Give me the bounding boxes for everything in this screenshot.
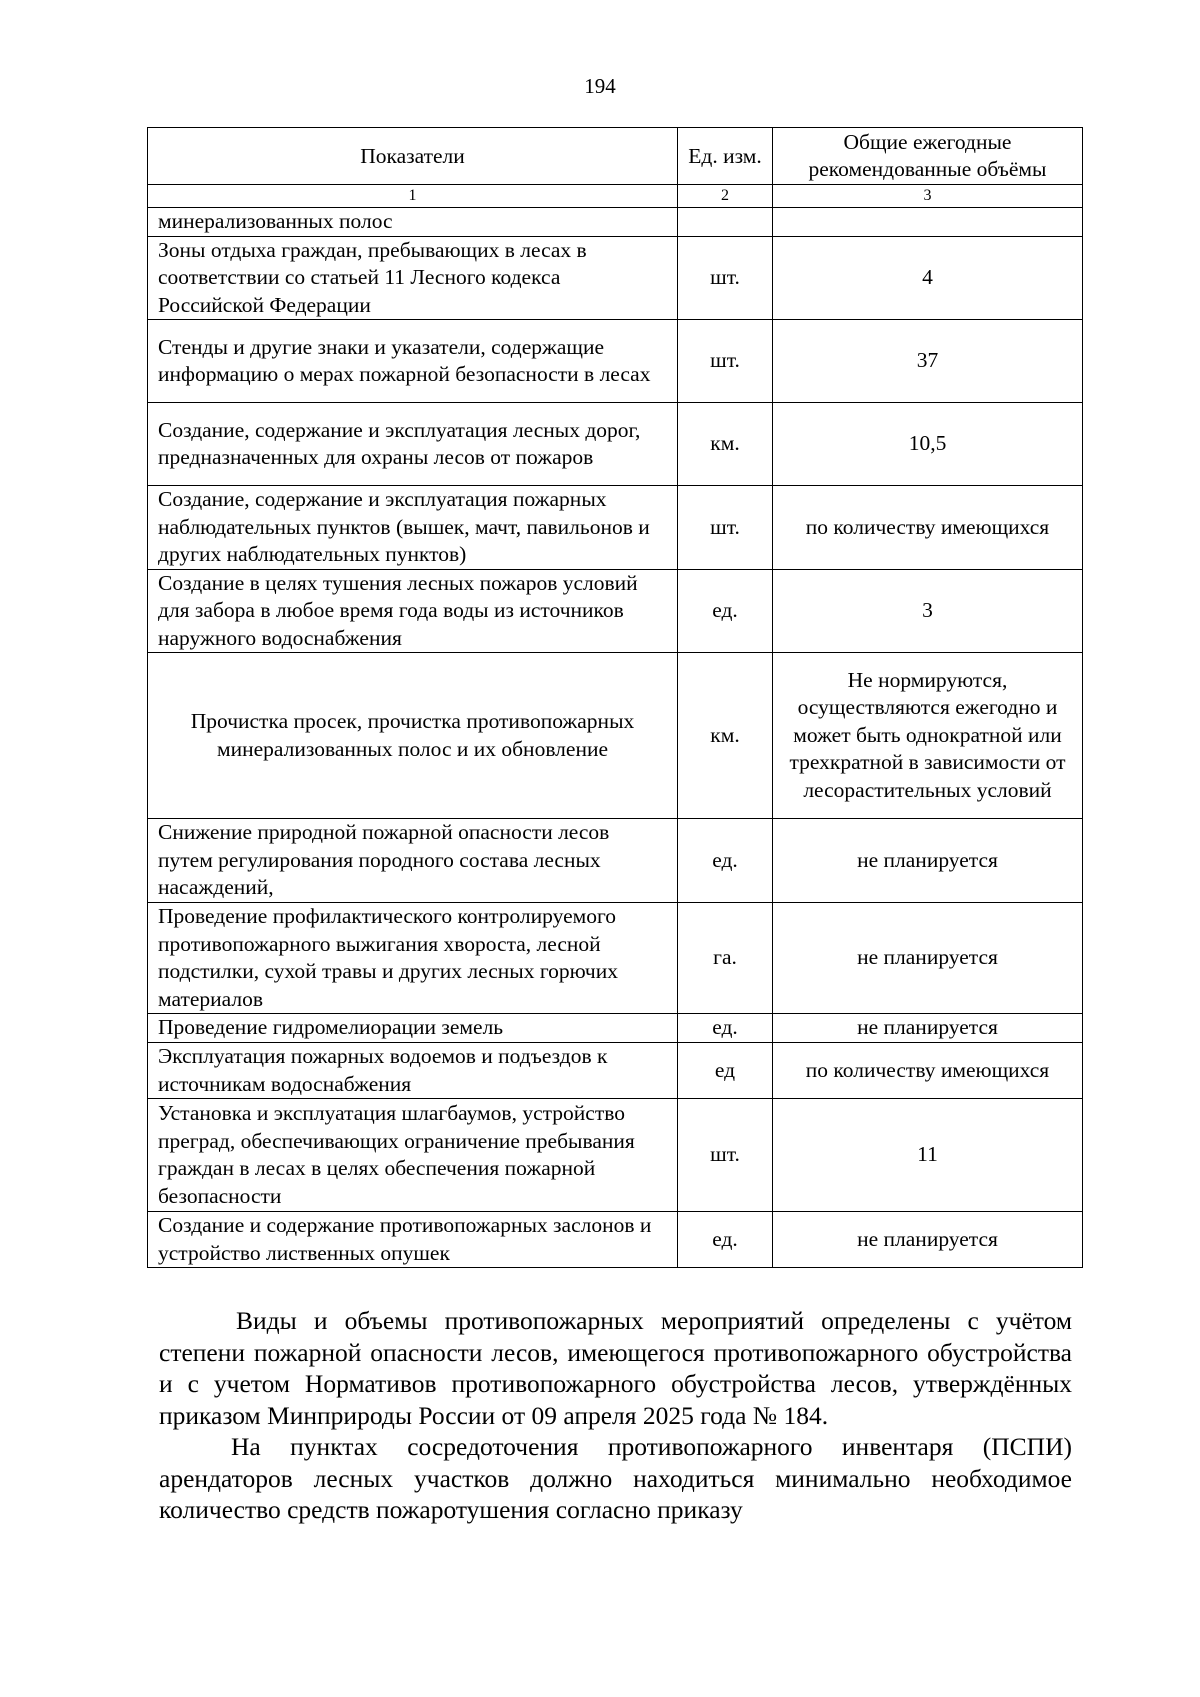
row-unit: шт. (678, 1099, 773, 1212)
table-row (148, 903, 1083, 1014)
row-volume: 3 (773, 569, 1083, 653)
row-unit: ед. (678, 819, 773, 903)
table-row (148, 320, 1083, 403)
table-row (148, 1212, 1083, 1268)
row-unit: шт. (678, 320, 773, 403)
row-volume: Не нормируются, осуществляются ежегодно и может быть однократной или трехкратной в зависимости от лесорастительных условий (773, 653, 1083, 819)
row-unit: ед. (678, 1212, 773, 1268)
row-unit: ед. (678, 569, 773, 653)
column-number: 3 (773, 185, 1083, 208)
table-row (148, 1014, 1083, 1043)
row-indicator: минерализованных полос (148, 208, 678, 237)
table-row (148, 236, 1083, 320)
paragraph: Виды и объемы противопожарных мероприятий определены с учётом степени пожарной опасности лесов, имеющегося противопожарного обустройства и с учетом Нормативов противопожарного обустройства лесов, утверждённых приказом Минприроды России от 09 апреля 2025 года № 184. (159, 1306, 1072, 1430)
row-volume: 4 (773, 236, 1083, 320)
row-volume (773, 208, 1083, 237)
fire-measures-table (147, 127, 1083, 1268)
page-number: 194 (584, 74, 616, 98)
row-indicator: Стенды и другие знаки и указатели, содержащие информацию о мерах пожарной безопасности в лесах (148, 320, 678, 403)
row-unit: ед (678, 1043, 773, 1099)
header-indicators: Показатели (148, 128, 678, 185)
row-unit: км. (678, 403, 773, 486)
row-unit: га. (678, 903, 773, 1014)
table-row (148, 208, 1083, 237)
row-unit (678, 208, 773, 237)
row-indicator: Создание, содержание и эксплуатация пожарных наблюдательных пунктов (вышек, мачт, павильонов и других наблюдательных пунктов) (148, 486, 678, 570)
row-unit: шт. (678, 486, 773, 570)
table-row (148, 819, 1083, 903)
row-unit: км. (678, 653, 773, 819)
table-row (148, 653, 1083, 819)
row-volume: по количеству имеющихся (773, 1043, 1083, 1099)
header-volumes: Общие ежегодные рекомендованные объёмы (773, 128, 1083, 185)
table-row (148, 1043, 1083, 1099)
table-row (148, 569, 1083, 653)
paragraph: На пунктах сосредоточения противопожарного инвентаря (ПСПИ) арендаторов лесных участков должно находиться минимально необходимое количество средств пожаротушения согласно приказу (159, 1432, 1072, 1524)
row-volume: не планируется (773, 1014, 1083, 1043)
row-indicator: Проведение профилактического контролируемого противопожарного выжигания хвороста, лесной подстилки, сухой травы и других лесных горючих материалов (148, 903, 678, 1014)
table-row (148, 486, 1083, 570)
row-volume: 11 (773, 1099, 1083, 1212)
row-volume: 37 (773, 320, 1083, 403)
row-unit: шт. (678, 236, 773, 320)
column-number: 1 (148, 185, 678, 208)
column-number: 2 (678, 185, 773, 208)
body-text (159, 1305, 1072, 1526)
row-volume: по количеству имеющихся (773, 486, 1083, 570)
row-volume: 10,5 (773, 403, 1083, 486)
row-indicator: Прочистка просек, прочистка противопожарных минерализованных полос и их обновление (148, 653, 678, 819)
table-header-row (148, 128, 1083, 185)
column-number-row (148, 185, 1083, 208)
row-volume: не планируется (773, 903, 1083, 1014)
row-indicator: Создание и содержание противопожарных заслонов и устройство лиственных опушек (148, 1212, 678, 1268)
row-indicator: Создание, содержание и эксплуатация лесных дорог, предназначенных для охраны лесов от пожаров (148, 403, 678, 486)
row-indicator: Установка и эксплуатация шлагбаумов, устройство преград, обеспечивающих ограничение пребывания граждан в лесах в целях обеспечения пожарной безопасности (148, 1099, 678, 1212)
table-row (148, 403, 1083, 486)
row-volume: не планируется (773, 819, 1083, 903)
row-indicator: Проведение гидромелиорации земель (148, 1014, 678, 1043)
row-unit: ед. (678, 1014, 773, 1043)
header-unit: Ед. изм. (678, 128, 773, 185)
row-indicator: Эксплуатация пожарных водоемов и подъездов к источникам водоснабжения (148, 1043, 678, 1099)
table-row (148, 1099, 1083, 1212)
row-indicator: Зоны отдыха граждан, пребывающих в лесах в соответствии со статьей 11 Лесного кодекса Российской Федерации (148, 236, 678, 320)
row-indicator: Снижение природной пожарной опасности лесов путем регулирования породного состава лесных насаждений, (148, 819, 678, 903)
row-volume: не планируется (773, 1212, 1083, 1268)
row-indicator: Создание в целях тушения лесных пожаров условий для забора в любое время года воды из источников наружного водоснабжения (148, 569, 678, 653)
